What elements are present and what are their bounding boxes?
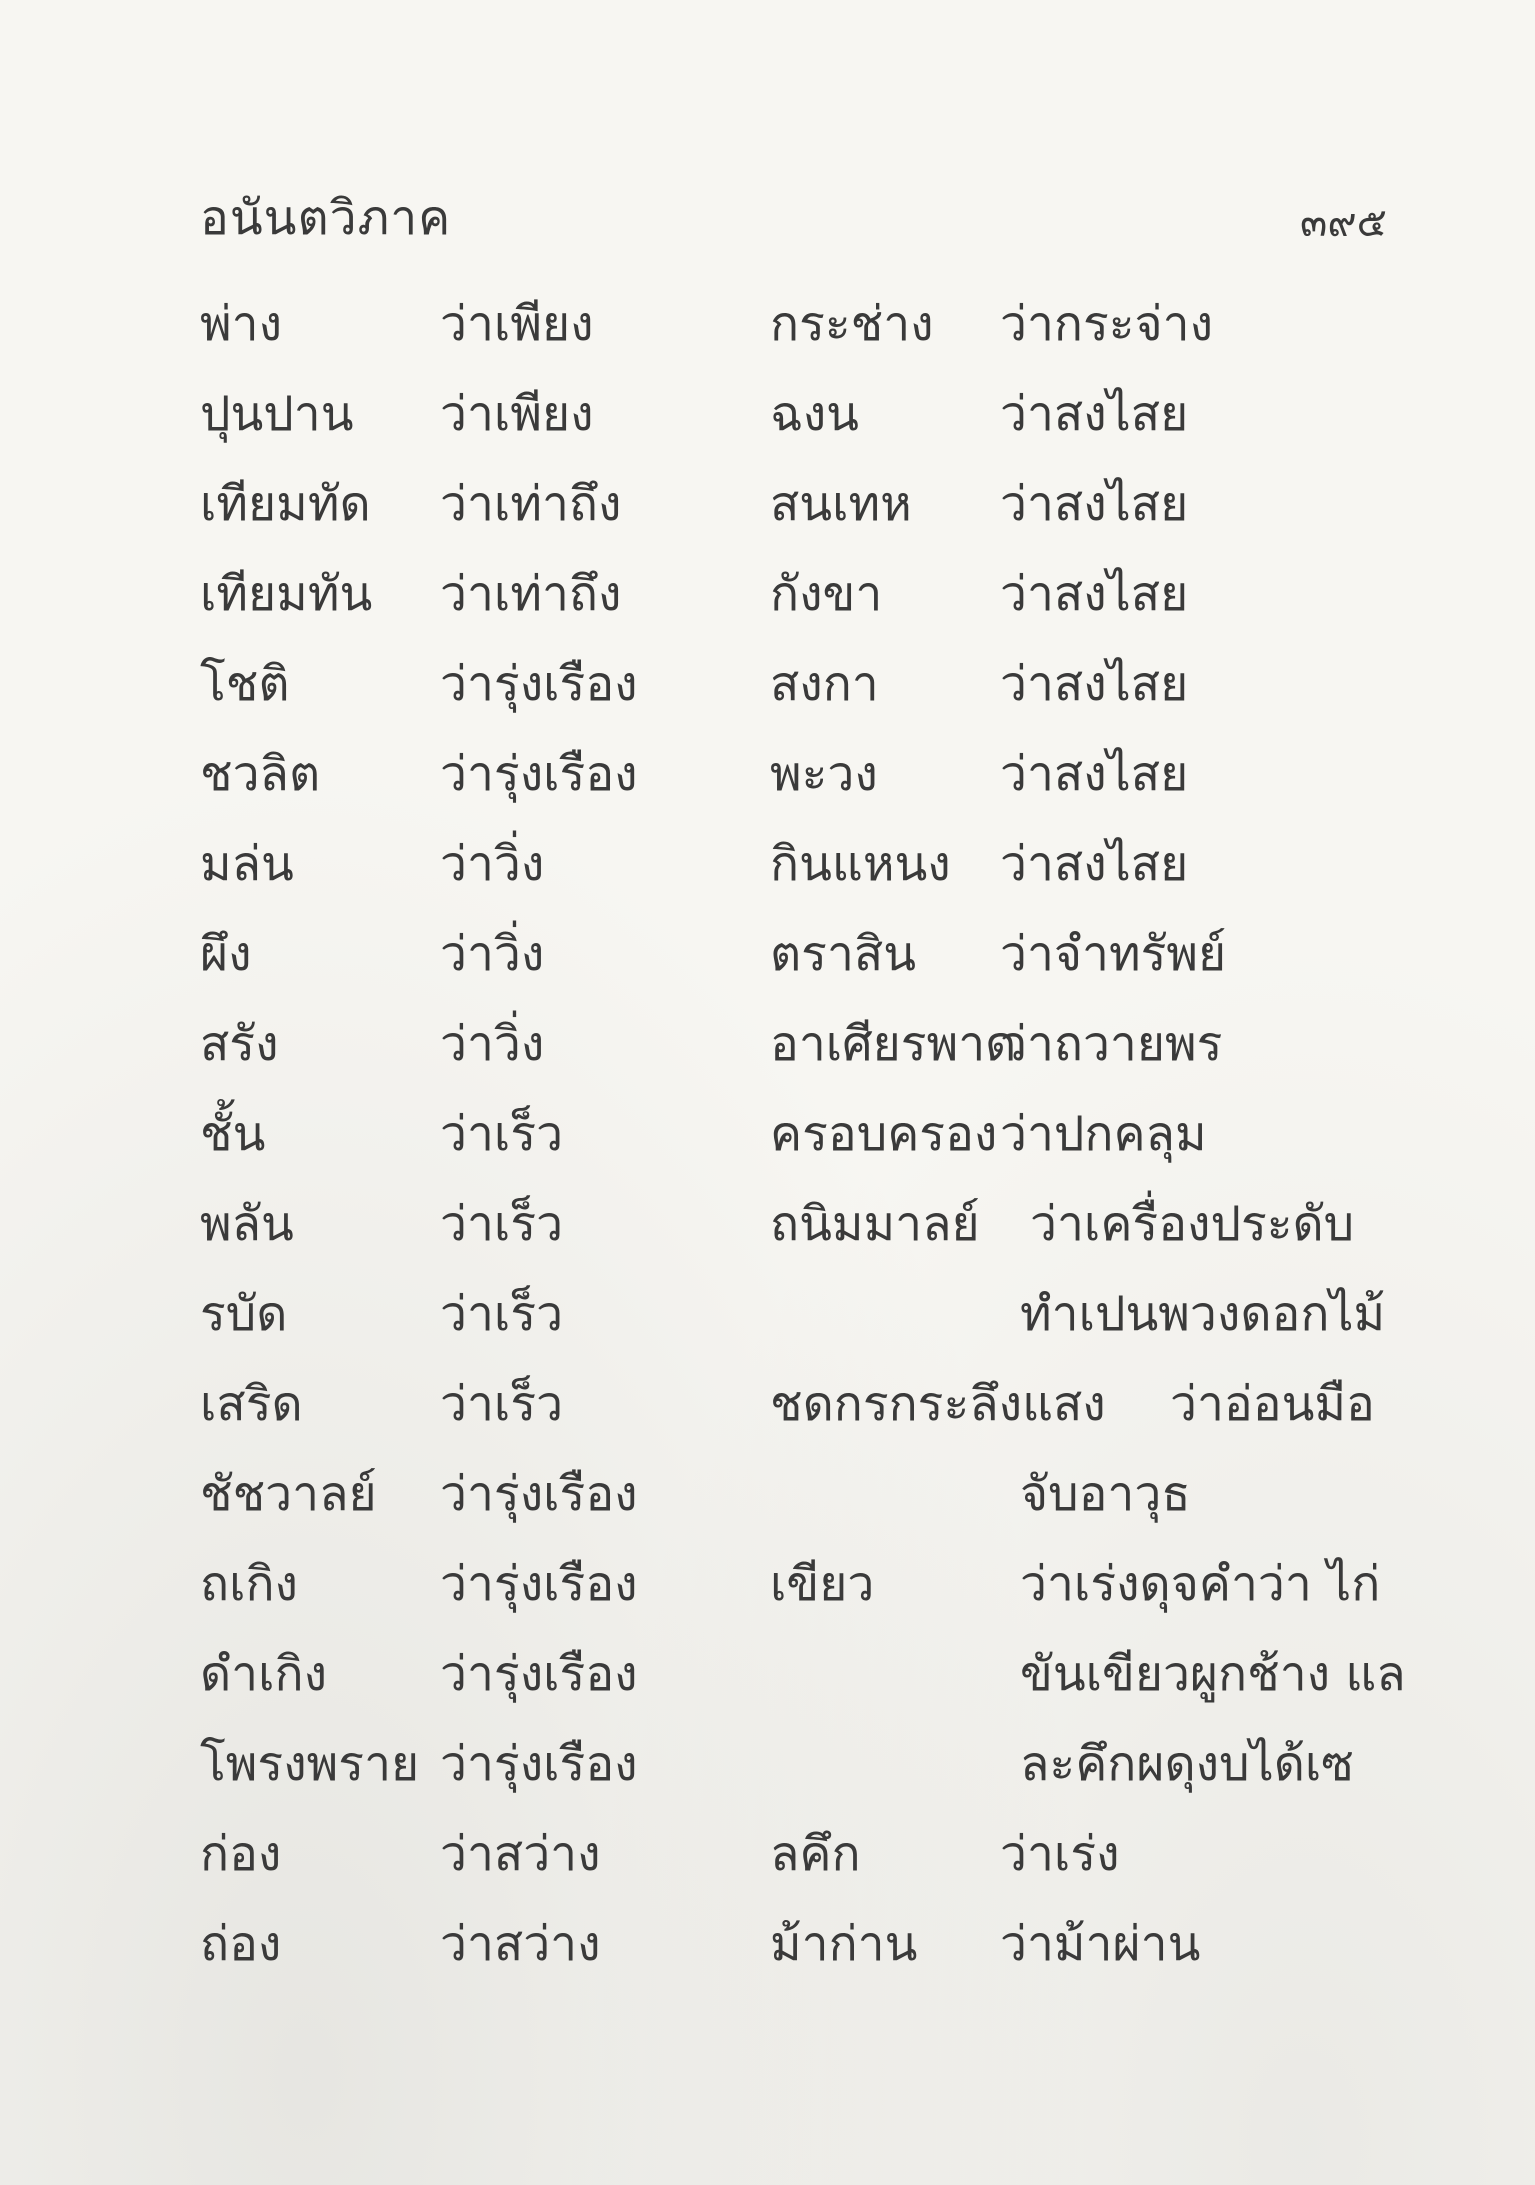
entry-meaning-right: ว่าสงไสย: [1000, 746, 1189, 802]
entry-meaning: ว่ารุ่งเรือง: [440, 1466, 638, 1522]
entry-meaning-right: ว่าจำทรัพย์: [1000, 926, 1227, 982]
entry-term-right: ม้าก่าน: [770, 1916, 918, 1972]
entry-meaning-right: ว่าเครื่องประดับ: [1030, 1196, 1355, 1252]
entry-term: ชั้น: [200, 1106, 266, 1162]
entry-term-right: เขียว: [770, 1556, 875, 1612]
entry-meaning-right: ว่าสงไสย: [1000, 386, 1189, 442]
entry-term-right: ลคึก: [770, 1826, 861, 1882]
entry-term: ดำเกิง: [200, 1646, 328, 1702]
entry-term: ผึง: [200, 926, 252, 982]
entry-meaning: ว่าวิ่ง: [440, 926, 545, 982]
entry-meaning-right: ว่ากระจ่าง: [1000, 296, 1214, 352]
entry-meaning-right: ละคึกผดุงบได้เซ: [1020, 1736, 1354, 1792]
entry-meaning-right: ว่าสงไสย: [1000, 566, 1189, 622]
entry-term-right: สนเทห: [770, 476, 912, 532]
entry-term: เทียมทัน: [200, 566, 373, 622]
entry-meaning: ว่าเพียง: [440, 386, 594, 442]
entry-term-right: กระช่าง: [770, 296, 934, 352]
page-number: ๓๙๕: [1300, 200, 1387, 246]
entry-meaning: ว่าเร็ว: [440, 1196, 564, 1252]
entry-meaning: ว่ารุ่งเรือง: [440, 656, 638, 712]
entry-term-right: ถนิมมาลย์: [770, 1196, 980, 1252]
entry-term: ถ่อง: [200, 1916, 282, 1972]
entry-meaning: ว่ารุ่งเรือง: [440, 1646, 638, 1702]
entry-meaning-right: ว่าอ่อนมือ: [1170, 1376, 1375, 1432]
entry-meaning-right: ว่าสงไสย: [1000, 476, 1189, 532]
entry-meaning: ว่ารุ่งเรือง: [440, 746, 638, 802]
entry-meaning-right: ว่าปกคลุม: [1000, 1106, 1207, 1162]
entry-term: โชติ: [200, 656, 290, 712]
entry-meaning: ว่าสว่าง: [440, 1916, 601, 1972]
entry-term: ปุนปาน: [200, 386, 354, 442]
entry-meaning-right: ทำเปนพวงดอกไม้: [1020, 1286, 1386, 1342]
entry-term-right: ตราสิน: [770, 926, 917, 982]
page-title: อนันตวิภาค: [200, 190, 452, 246]
entry-meaning: ว่าเท่าถึง: [440, 476, 622, 532]
entry-term-right: กังขา: [770, 566, 883, 622]
entry-meaning: ว่าเร็ว: [440, 1286, 564, 1342]
entry-term: มล่น: [200, 836, 294, 892]
entry-term: เทียมทัด: [200, 476, 371, 532]
entry-meaning: ว่าเร็ว: [440, 1376, 564, 1432]
entry-term: โพรงพราย: [200, 1736, 420, 1792]
entry-term: สรัง: [200, 1016, 279, 1072]
entry-meaning-right: ว่าม้าผ่าน: [1000, 1916, 1201, 1972]
entry-meaning-right: ว่าถวายพร: [1000, 1016, 1223, 1072]
entry-term: เสริด: [200, 1376, 303, 1432]
entry-meaning: ว่ารุ่งเรือง: [440, 1556, 638, 1612]
entry-meaning: ว่าวิ่ง: [440, 836, 545, 892]
entry-term: ถเกิง: [200, 1556, 298, 1612]
entry-term-right: สงกา: [770, 656, 879, 712]
entry-meaning: ว่าวิ่ง: [440, 1016, 545, 1072]
entry-term-right: กินแหนง: [770, 836, 951, 892]
entry-meaning-right: ว่าเร่งดุจคำว่า ไก่: [1020, 1556, 1381, 1612]
entry-term-right: ฉงน: [770, 386, 859, 442]
entry-meaning-right: ว่าเร่ง: [1000, 1826, 1120, 1882]
entry-meaning: ว่าสว่าง: [440, 1826, 601, 1882]
entry-meaning-right: ว่าสงไสย: [1000, 836, 1189, 892]
entry-term-right: พะวง: [770, 746, 878, 802]
entry-meaning: ว่าเท่าถึง: [440, 566, 622, 622]
entry-term-right: อาเศียรพาด: [770, 1016, 1017, 1072]
entry-meaning: ว่าเพียง: [440, 296, 594, 352]
entry-meaning-right: จับอาวุธ: [1020, 1466, 1191, 1522]
entry-term-right: ชดกรกระลึงแสง: [770, 1376, 1106, 1432]
entry-term: พ่าง: [200, 296, 283, 352]
entry-term: ชัชวาลย์: [200, 1466, 377, 1522]
entry-term: ก่อง: [200, 1826, 282, 1882]
entry-term: ชวลิต: [200, 746, 321, 802]
entry-meaning: ว่าเร็ว: [440, 1106, 564, 1162]
entry-meaning-right: ว่าสงไสย: [1000, 656, 1189, 712]
entry-meaning-right: ขันเขียวผูกช้าง แล: [1020, 1646, 1406, 1702]
entry-term: พลัน: [200, 1196, 294, 1252]
entry-term-right: ครอบครอง: [770, 1106, 998, 1162]
entry-term: รบัด: [200, 1286, 288, 1342]
entry-meaning: ว่ารุ่งเรือง: [440, 1736, 638, 1792]
